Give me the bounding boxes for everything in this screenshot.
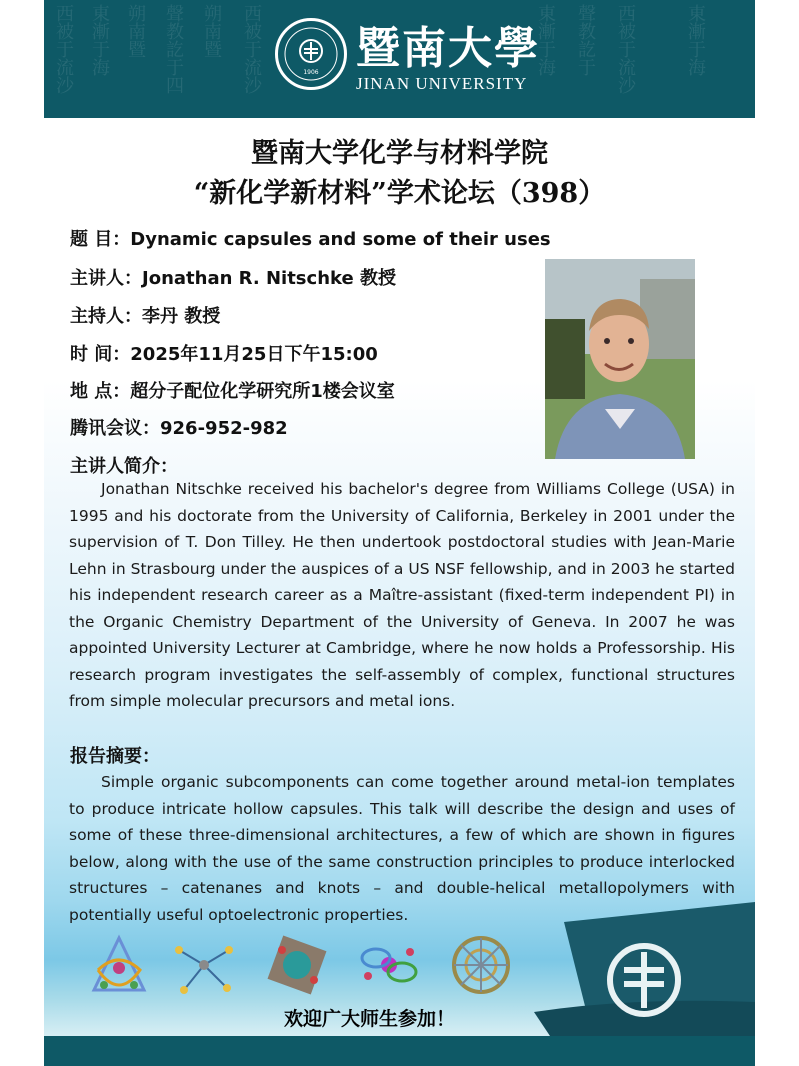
sailboat-emblem-illustration [534,902,755,1042]
molecule-figure-cage [446,930,516,1000]
talk-speaker: 主讲人：Jonathan R. Nitschke 教授 [70,268,396,289]
university-name-english: JINAN UNIVERSITY [356,74,528,93]
watermark-calligraphy: 西被于流沙 [241,4,262,94]
welcome-message: 欢迎广大师生参加！ [284,1008,456,1030]
molecule-figure-knot [84,930,154,1000]
talk-time: 时 间：2025年11月25日下午15:00 [70,344,378,365]
bio-heading: 主讲人简介： [70,456,178,477]
watermark-calligraphy: 東漸于海 [89,4,110,76]
watermark-calligraphy: 聲教訖于 [575,4,596,76]
tencent-meeting-id: 腾讯会议：926-952-982 [70,418,288,439]
speaker-photo [545,259,695,459]
poster-title-school: 暨南大学化学与材料学院 [251,138,548,169]
talk-place: 地 点：超分子配位化学研究所1楼会议室 [70,381,395,402]
speaker-biography: Jonathan Nitschke received his bachelor's degree from Williams College (USA) in 1995 and his doctorate from the University of California, Berkeley in 2001 under the supervision of T. Don Tilley. He then undertook postdoctoral studies with Jean-Marie Lehn in Strasbourg under the auspices of a US NSF fellowship, and in 2003 he started his independent research career as a Maître-assistant (fixed-term independent PI) in the Organic Chemistry Department of the University of Geneva. In 2007 he was appointed University Lecturer at Cambridge, where he now holds a Professorship. His research program investigates the self-assembly of complex, functional structures from simple molecular precursors and metal ions. [69,480,735,710]
university-name-chinese: 暨南大學 [356,23,540,74]
molecule-figure-star [169,930,239,1000]
watermark-calligraphy: 朔南暨 [201,4,222,58]
watermark-calligraphy: 西被于流沙 [53,4,74,94]
molecule-figure-capsule [262,930,332,1000]
watermark-calligraphy: 朔南暨 [125,4,146,58]
watermark-calligraphy: 東漸于海 [685,4,706,76]
talk-topic: 题 目：Dynamic capsules and some of their uses [70,229,551,250]
university-seal-logo [275,18,347,90]
header-banner [44,0,755,118]
talk-host: 主持人：李丹 教授 [70,306,221,327]
seal-year: 1906 [303,69,319,76]
watermark-calligraphy: 東漸于海 [535,4,556,76]
talk-abstract: Simple organic subcomponents can come together around metal-ion templates to produce intricate hollow capsules. This talk will describe the design and uses of some of these three-dimensional architectures, a few of which are shown in figures below, along with the use of the same construction principles to produce interlocked structures – catenanes and knots – and double-helical metallopolymers with potentially useful optoelectronic properties. [69,773,735,924]
poster [44,0,755,1066]
watermark-calligraphy: 聲教訖于四 [163,4,184,94]
molecule-figure-catenane [354,930,424,1000]
poster-title-forum: “新化学新材料”学术论坛（398） [193,178,606,209]
footer-band [44,1036,755,1066]
abstract-heading: 报告摘要： [70,746,160,767]
watermark-calligraphy: 西被于流沙 [615,4,636,94]
